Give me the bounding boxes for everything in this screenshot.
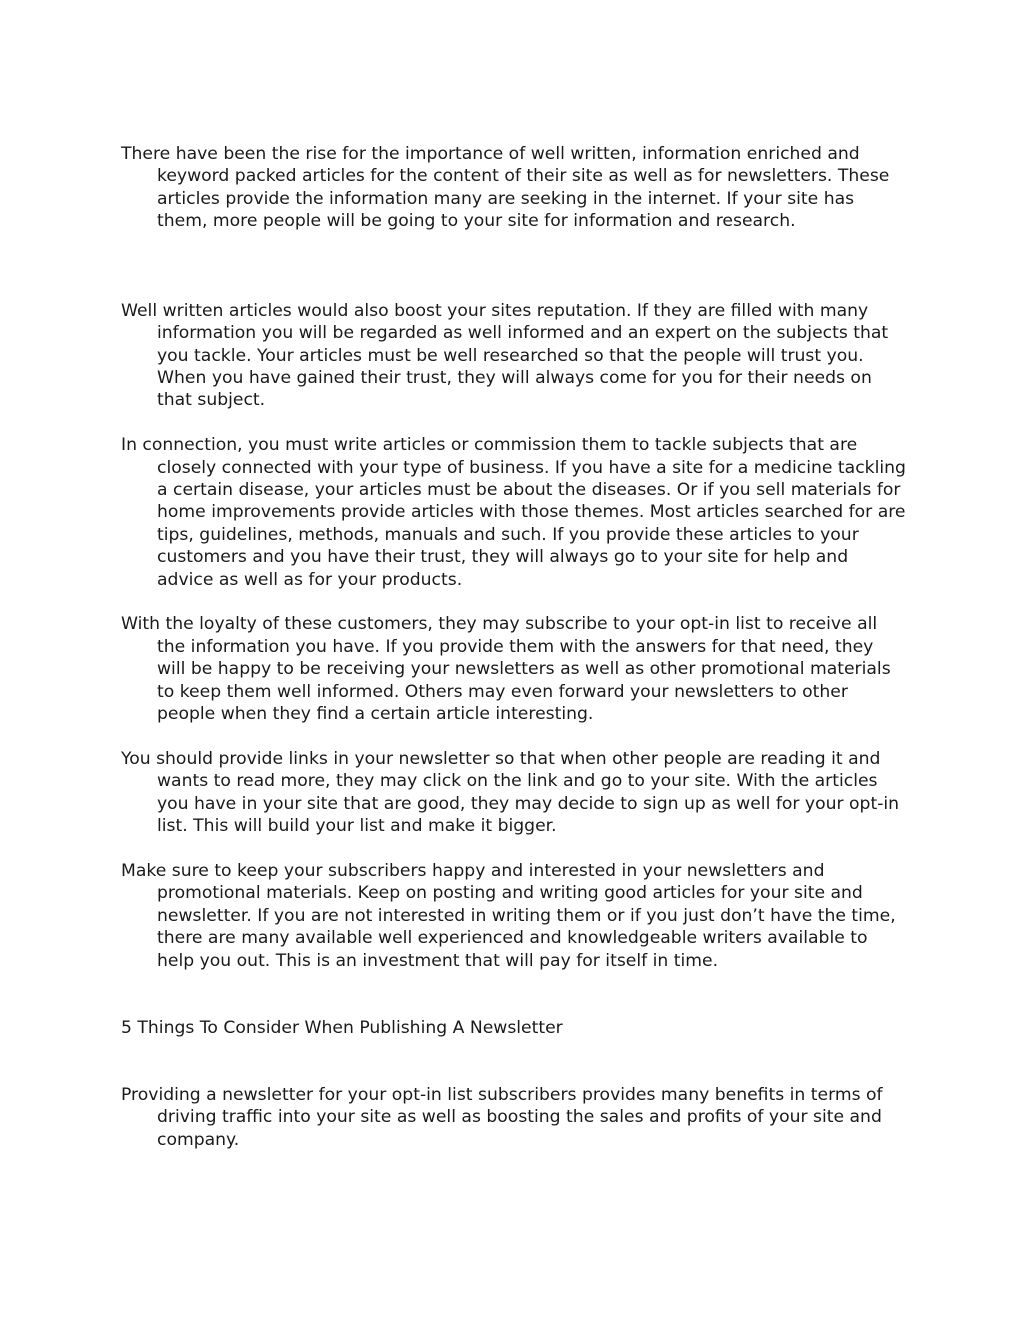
paragraph-6: Make sure to keep your subscribers happy and interested in your newsletters and promotional materials. Keep on posting and writing good articles for your site and newsletter. If you are not interested in writing them or if you just don’t have the time, there are many available well experienced and knowledgeable writers available to help you out. This is an investment that will pay for itself in time. <box>121 860 896 971</box>
paragraph-spacer <box>121 412 906 434</box>
paragraph-spacer <box>121 972 906 1017</box>
closing-paragraph: Providing a newsletter for your opt-in list subscribers provides many benefits in terms of driving traffic into your site as well as boosting the sales and profits of your site and company. <box>121 1084 883 1150</box>
section-heading: 5 Things To Consider When Publishing A Newsletter <box>121 1017 563 1038</box>
paragraph-spacer <box>121 726 906 748</box>
paragraph-1: There have been the rise for the importance of well written, information enriched and keyword packed articles for the content of their site as well as for newsletters. These articles provide the information many are seeking in the internet. If your site has them, more people will be going to your site for information and research. <box>121 144 890 232</box>
document-body <box>121 143 906 1151</box>
paragraph-3: In connection, you must write articles or commission them to tackle subjects that are closely connected with your type of business. If you have a site for a medicine tackling a certain disease, your articles must be about the diseases. Or if you sell materials for home improvements provide articles with those themes. Most articles searched for are tips, guidelines, methods, manuals and such. If you provide these articles to your customers and you have their trust, they will always go to your site for help and advice as well as for your products. <box>121 435 906 590</box>
paragraph-4: With the loyalty of these customers, they may subscribe to your opt-in list to receive all the information you have. If you provide them with the answers for that need, they will be happy to be receiving your newsletters as well as other promotional materials to keep them well informed. Others may even forward your newsletters to other people when they find a certain article interesting. <box>121 614 891 725</box>
paragraph-spacer <box>121 233 906 300</box>
paragraph-spacer <box>121 591 906 613</box>
paragraph-5: You should provide links in your newsletter so that when other people are reading it and wants to read more, they may click on the link and go to your site. With the articles you have in your site that are good, they may decide to sign up as well for your opt-in list. This will build your list and make it bigger. <box>121 748 900 837</box>
paragraph-2: Well written articles would also boost your sites reputation. If they are filled with many information you will be regarded as well informed and an expert on the subjects that you tackle. Your articles must be well researched so that the people will trust you. When you have gained their trust, they will always come for you for their needs on that subject. <box>121 300 889 411</box>
paragraph-spacer <box>121 838 906 860</box>
paragraph-spacer <box>121 1039 906 1084</box>
